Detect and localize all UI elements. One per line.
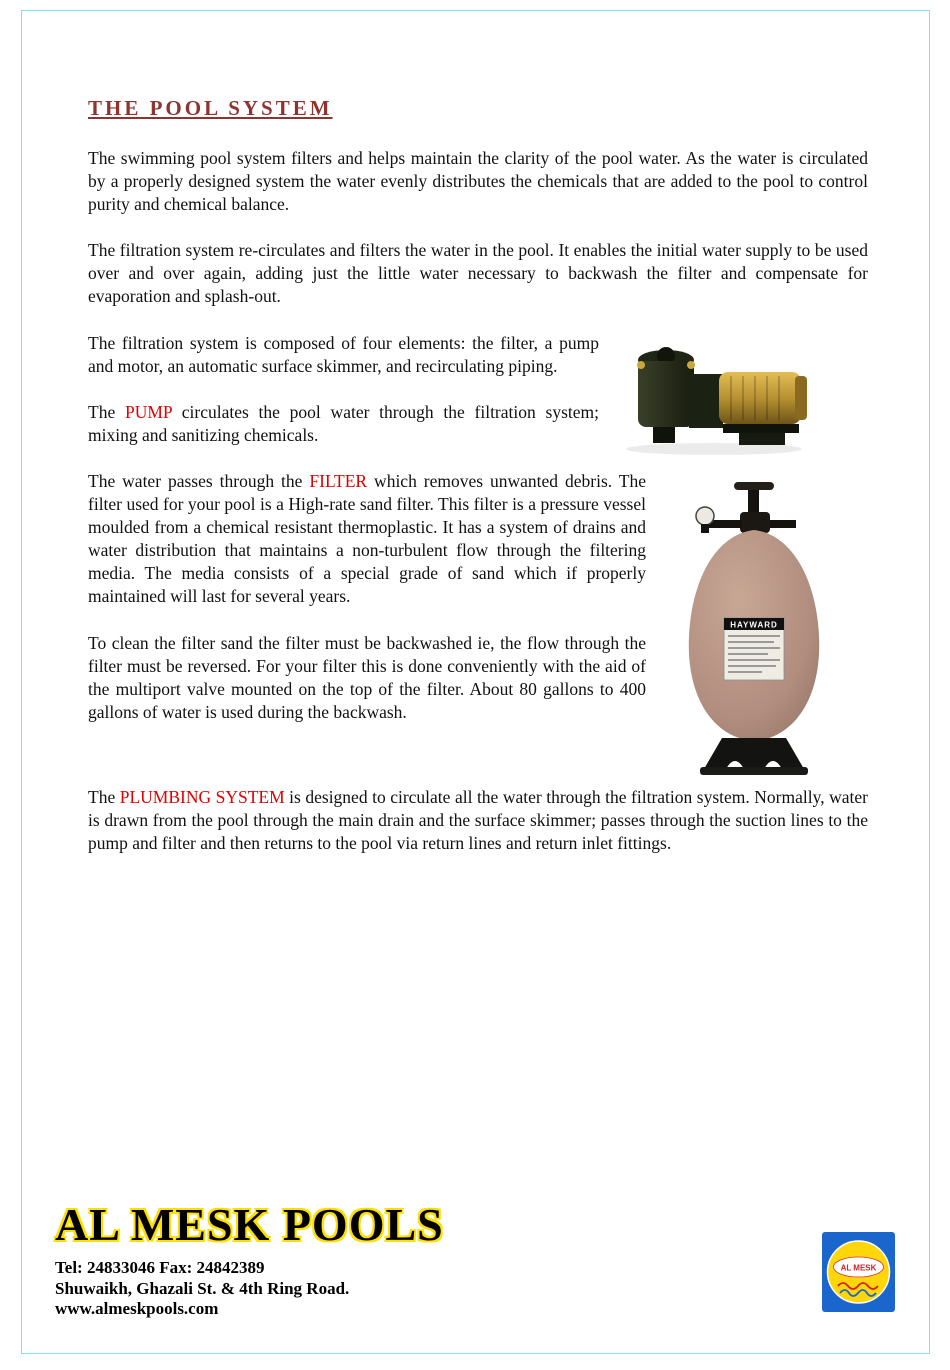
highlight-term: PLUMBING SYSTEM <box>119 786 285 807</box>
document-content <box>88 96 868 878</box>
contact-block <box>55 1258 444 1320</box>
almesk-logo-graphic <box>822 1232 895 1312</box>
company-name: AL MESK POOLS <box>55 1198 444 1250</box>
pump-motor-endcap <box>795 376 807 420</box>
paragraph-recirculation <box>88 239 868 308</box>
website-line: www.almeskpools.com <box>55 1299 219 1319</box>
phone-fax-line: Tel: 24833046 Fax: 24842389 <box>55 1257 265 1277</box>
page-title: THE POOL SYSTEM <box>88 96 333 120</box>
text-segment: The <box>88 401 125 422</box>
logo-text: AL MESK <box>840 1263 877 1273</box>
multiport-valve <box>740 512 770 533</box>
pump-volute <box>689 374 723 428</box>
pump-strainer-pot <box>638 361 694 427</box>
address-line: Shuwaikh, Ghazali St. & 4th Ring Road. <box>55 1278 350 1298</box>
text-segment: The <box>88 786 120 807</box>
paragraph-plumbing <box>88 786 868 855</box>
highlight-term: FILTER <box>309 470 368 491</box>
text-segment: The filtration system re-circulates and filters the water in the pool. It enables the initial water supply to be used over and over again, adding just the little water necessary to backwash the filter and compensate for evaporation and splash-out. <box>88 240 868 307</box>
hayward-brand-label: HAYWARD <box>730 620 778 630</box>
almesk-logo <box>822 1232 895 1312</box>
pressure-gauge-icon <box>696 507 714 525</box>
text-segment: circulates the pool water through the filtration system; mixing and sanitizing chemicals. <box>88 401 599 445</box>
valve-handle <box>734 482 774 490</box>
pump-illustration <box>619 334 814 459</box>
text-segment: The swimming pool system filters and helps maintain the clarity of the pool water. As the water is circulated by a properly designed system the water evenly distributes the chemicals that are added to the pool to control purity and chemical balance. <box>88 148 868 215</box>
pump-base <box>723 424 799 433</box>
paragraph-intro <box>88 147 868 216</box>
sand-filter-illustration <box>678 476 830 778</box>
filter-base <box>704 738 804 769</box>
pump-photo <box>613 334 868 462</box>
text-segment: The water passes through the <box>88 470 310 491</box>
filter-photo <box>656 476 868 780</box>
highlight-term: PUMP <box>124 401 172 422</box>
text-segment: which removes unwanted debris. The filter used for your pool is a High-rate sand filter. This filter is a pressure vessel moulded from a chemical resistant thermoplastic. It has a system of drains and water distribution that maintains a non-turbulent flow through the filtering media. The media consists of a special grade of sand which if properly maintained will last for several years. <box>88 470 646 607</box>
text-segment: To clean the filter sand the filter must be backwashed ie, the flow through the filter must be reversed. For your filter this is done conveniently with the aid of the multiport valve mounted on the top of the filter. About 80 gallons to 400 gallons of water is used during the backwash. <box>88 632 646 722</box>
text-segment: is designed to circulate all the water through the filtration system. Normally, water is drawn from the pool through the main drain and the surface skimmer; passes through the suction lines to the pump and filter and then returns to the pool via return lines and return inlet fittings. <box>88 786 868 854</box>
text-segment: The filtration system is composed of four elements: the filter, a pump and motor, an automatic surface skimmer, and recirculating piping. <box>88 332 599 376</box>
footer <box>55 1198 444 1320</box>
